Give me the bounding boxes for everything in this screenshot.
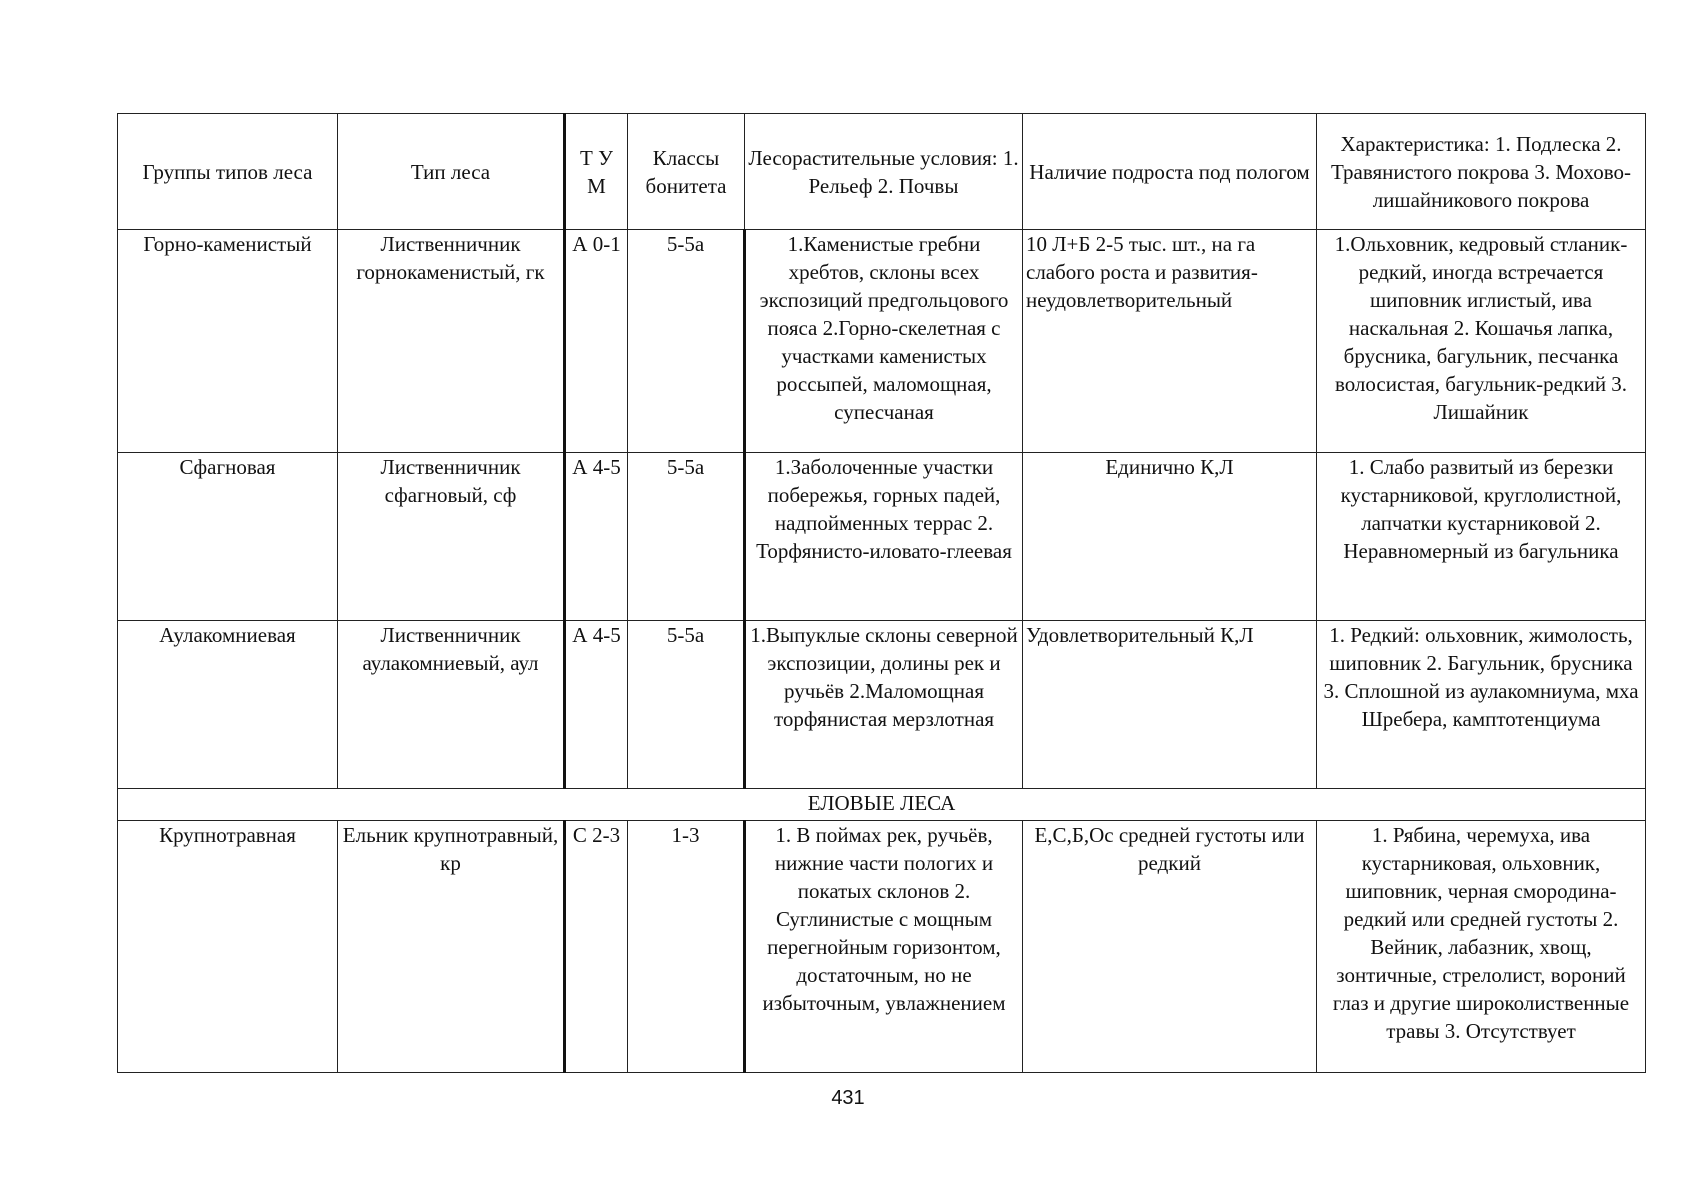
table-cell: Сфагновая [118,453,338,621]
header-cell: Лесорастительные условия: 1. Рельеф 2. Почвы [745,114,1023,230]
table-cell: А 0-1 [565,230,628,453]
table-cell: 1. Редкий: ольховник, жимолость, шиповник 2. Багульник, брусника 3. Сплошной из аулакомниума, мха Шребера, камптотенциума [1317,621,1646,789]
header-cell: Классы бонитета [628,114,745,230]
table-cell: 1-3 [628,821,745,1073]
table-cell: 1. Рябина, черемуха, ива кустарниковая, ольховник, шиповник, черная смородина-редкий или средней густоты 2. Вейник, лабазник, хвощ, зонтичные, стрелолист, вороний глаз и другие широколиственные травы 3. Отсутствует [1317,821,1646,1073]
table-cell: 10 Л+Б 2-5 тыс. шт., на га слабого роста и развития-неудовлетворительный [1023,230,1317,453]
table-cell: 1.Каменистые гребни хребтов, склоны всех экспозиций предгольцового пояса 2.Горно-скелетная с участками каменистых россыпей, маломощная, супесчаная [745,230,1023,453]
table-cell: Удовлетворительный К,Л [1023,621,1317,789]
table-cell: Лиственничник аулакомниевый, аул [338,621,565,789]
table-cell: 1.Выпуклые склоны северной экспозиции, долины рек и ручьёв 2.Маломощная торфянистая мерзлотная [745,621,1023,789]
table-row [118,621,1646,789]
page-number: 431 [831,1087,865,1109]
table-row [118,821,1646,1073]
forest-types-table [117,113,1646,1073]
table-cell: 1.Заболоченные участки побережья, горных падей, надпойменных террас 2. Торфянисто-иловато-глеевая [745,453,1023,621]
header-cell: Группы типов леса [118,114,338,230]
table-cell: Аулакомниевая [118,621,338,789]
header-cell: Т У М [565,114,628,230]
header-cell: Наличие подроста под пологом [1023,114,1317,230]
table-cell: Ельник крупнотравный, кр [338,821,565,1073]
table-row [118,453,1646,621]
table-row [118,230,1646,453]
table-cell: А 4-5 [565,453,628,621]
section-title: ЕЛОВЫЕ ЛЕСА [118,789,1646,821]
header-cell: Тип леса [338,114,565,230]
table-cell: 1. В поймах рек, ручьёв, нижние части пологих и покатых склонов 2. Суглинистые с мощным перегнойным горизонтом, достаточным, но не избыточным, увлажнением [745,821,1023,1073]
table-cell: Лиственничник сфагновый, сф [338,453,565,621]
table-cell: Крупнотравная [118,821,338,1073]
table-cell: А 4-5 [565,621,628,789]
table-cell: 5-5а [628,621,745,789]
table-cell: 1.Ольховник, кедровый стланик-редкий, иногда встречается шиповник иглистый, ива наскальная 2. Кошачья лапка, брусника, багульник, песчанка волосистая, багульник-редкий 3. Лишайник [1317,230,1646,453]
table-cell: Е,С,Б,Ос средней густоты или редкий [1023,821,1317,1073]
table-cell: Единично К,Л [1023,453,1317,621]
table-cell: С 2-3 [565,821,628,1073]
header-cell: Характеристика: 1. Подлеска 2. Травянистого покрова 3. Мохово-лишайникового покрова [1317,114,1646,230]
table-cell: Лиственничник горнокаменистый, гк [338,230,565,453]
table-cell: 5-5а [628,453,745,621]
section-row [118,789,1646,821]
table-header-row [118,114,1646,230]
table-cell: 5-5а [628,230,745,453]
table-cell: 1. Слабо развитый из березки кустарниковой, круглолистной, лапчатки кустарниковой 2. Неравномерный из багульника [1317,453,1646,621]
table-cell: Горно-каменистый [118,230,338,453]
